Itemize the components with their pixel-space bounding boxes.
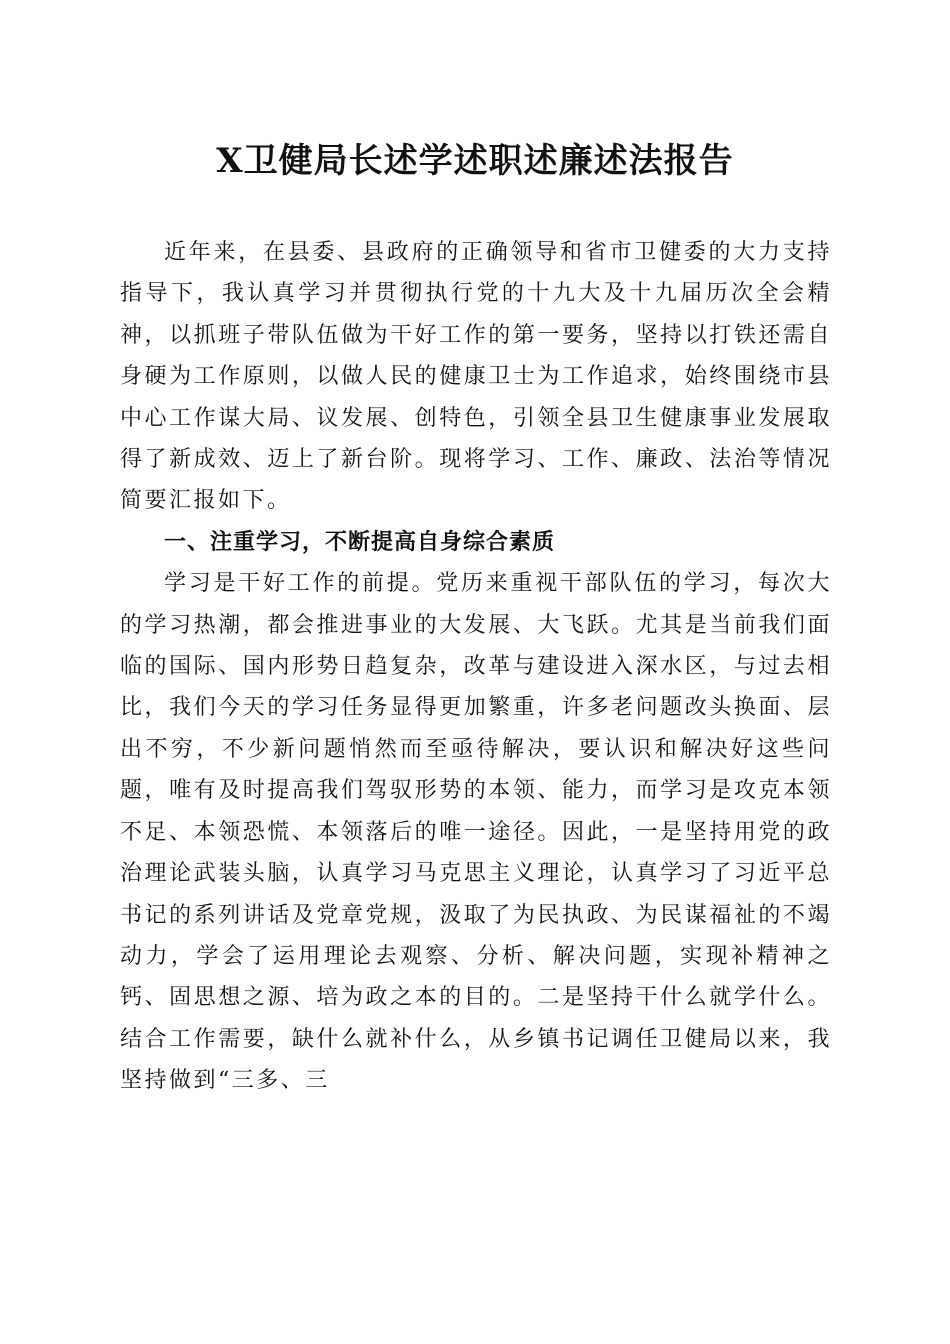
document-body	[120, 232, 832, 1102]
document-title: X卫健局长述学述职述廉述法报告	[216, 141, 734, 181]
section-1-paragraph: 学习是干好工作的前提。党历来重视干部队伍的学习，每次大的学习热潮，都会推进事业的大发展、大飞跃。尤其是当前我们面临的国际、国内形势日趋复杂，改革与建设进入深水区，与过去相比，我们今天的学习任务显得更加繁重，许多老问题改头换面、层出不穷，不少新问题悄然而至亟待解决，要认识和解决好这些问题，唯有及时提高我们驾驭形势的本领、能力，而学习是攻克本领不足、本领恐慌、本领落后的唯一途径。因此，一是坚持用党的政治理论武装头脑，认真学习马克思主义理论，认真学习了习近平总书记的系列讲话及党章党规，汲取了为民执政、为民谋福祉的不竭动力，学会了运用理论去观察、分析、解决问题，实现补精神之钙、固思想之源、培为政之本的目的。二是坚持干什么就学什么。结合工作需要，缺什么就补什么，从乡镇书记调任卫健局以来，我坚持做到“三多、三	[120, 571, 832, 1094]
intro-paragraph: 近年来，在县委、县政府的正确领导和省市卫健委的大力支持指导下，我认真学习并贯彻执行党的十九大及十九届历次全会精神，以抓班子带队伍做为干好工作的第一要务，坚持以打铁还需自身硬为工作原则，以做人民的健康卫士为工作追求，始终围绕市县中心工作谋大局、议发展、创特色，引领全县卫生健康事业发展取得了新成效、迈上了新台阶。现将学习、工作、廉政、法治等情况简要汇报如下。	[120, 240, 832, 514]
section-heading-1: 一、注重学习，不断提高自身综合素质	[164, 529, 556, 555]
